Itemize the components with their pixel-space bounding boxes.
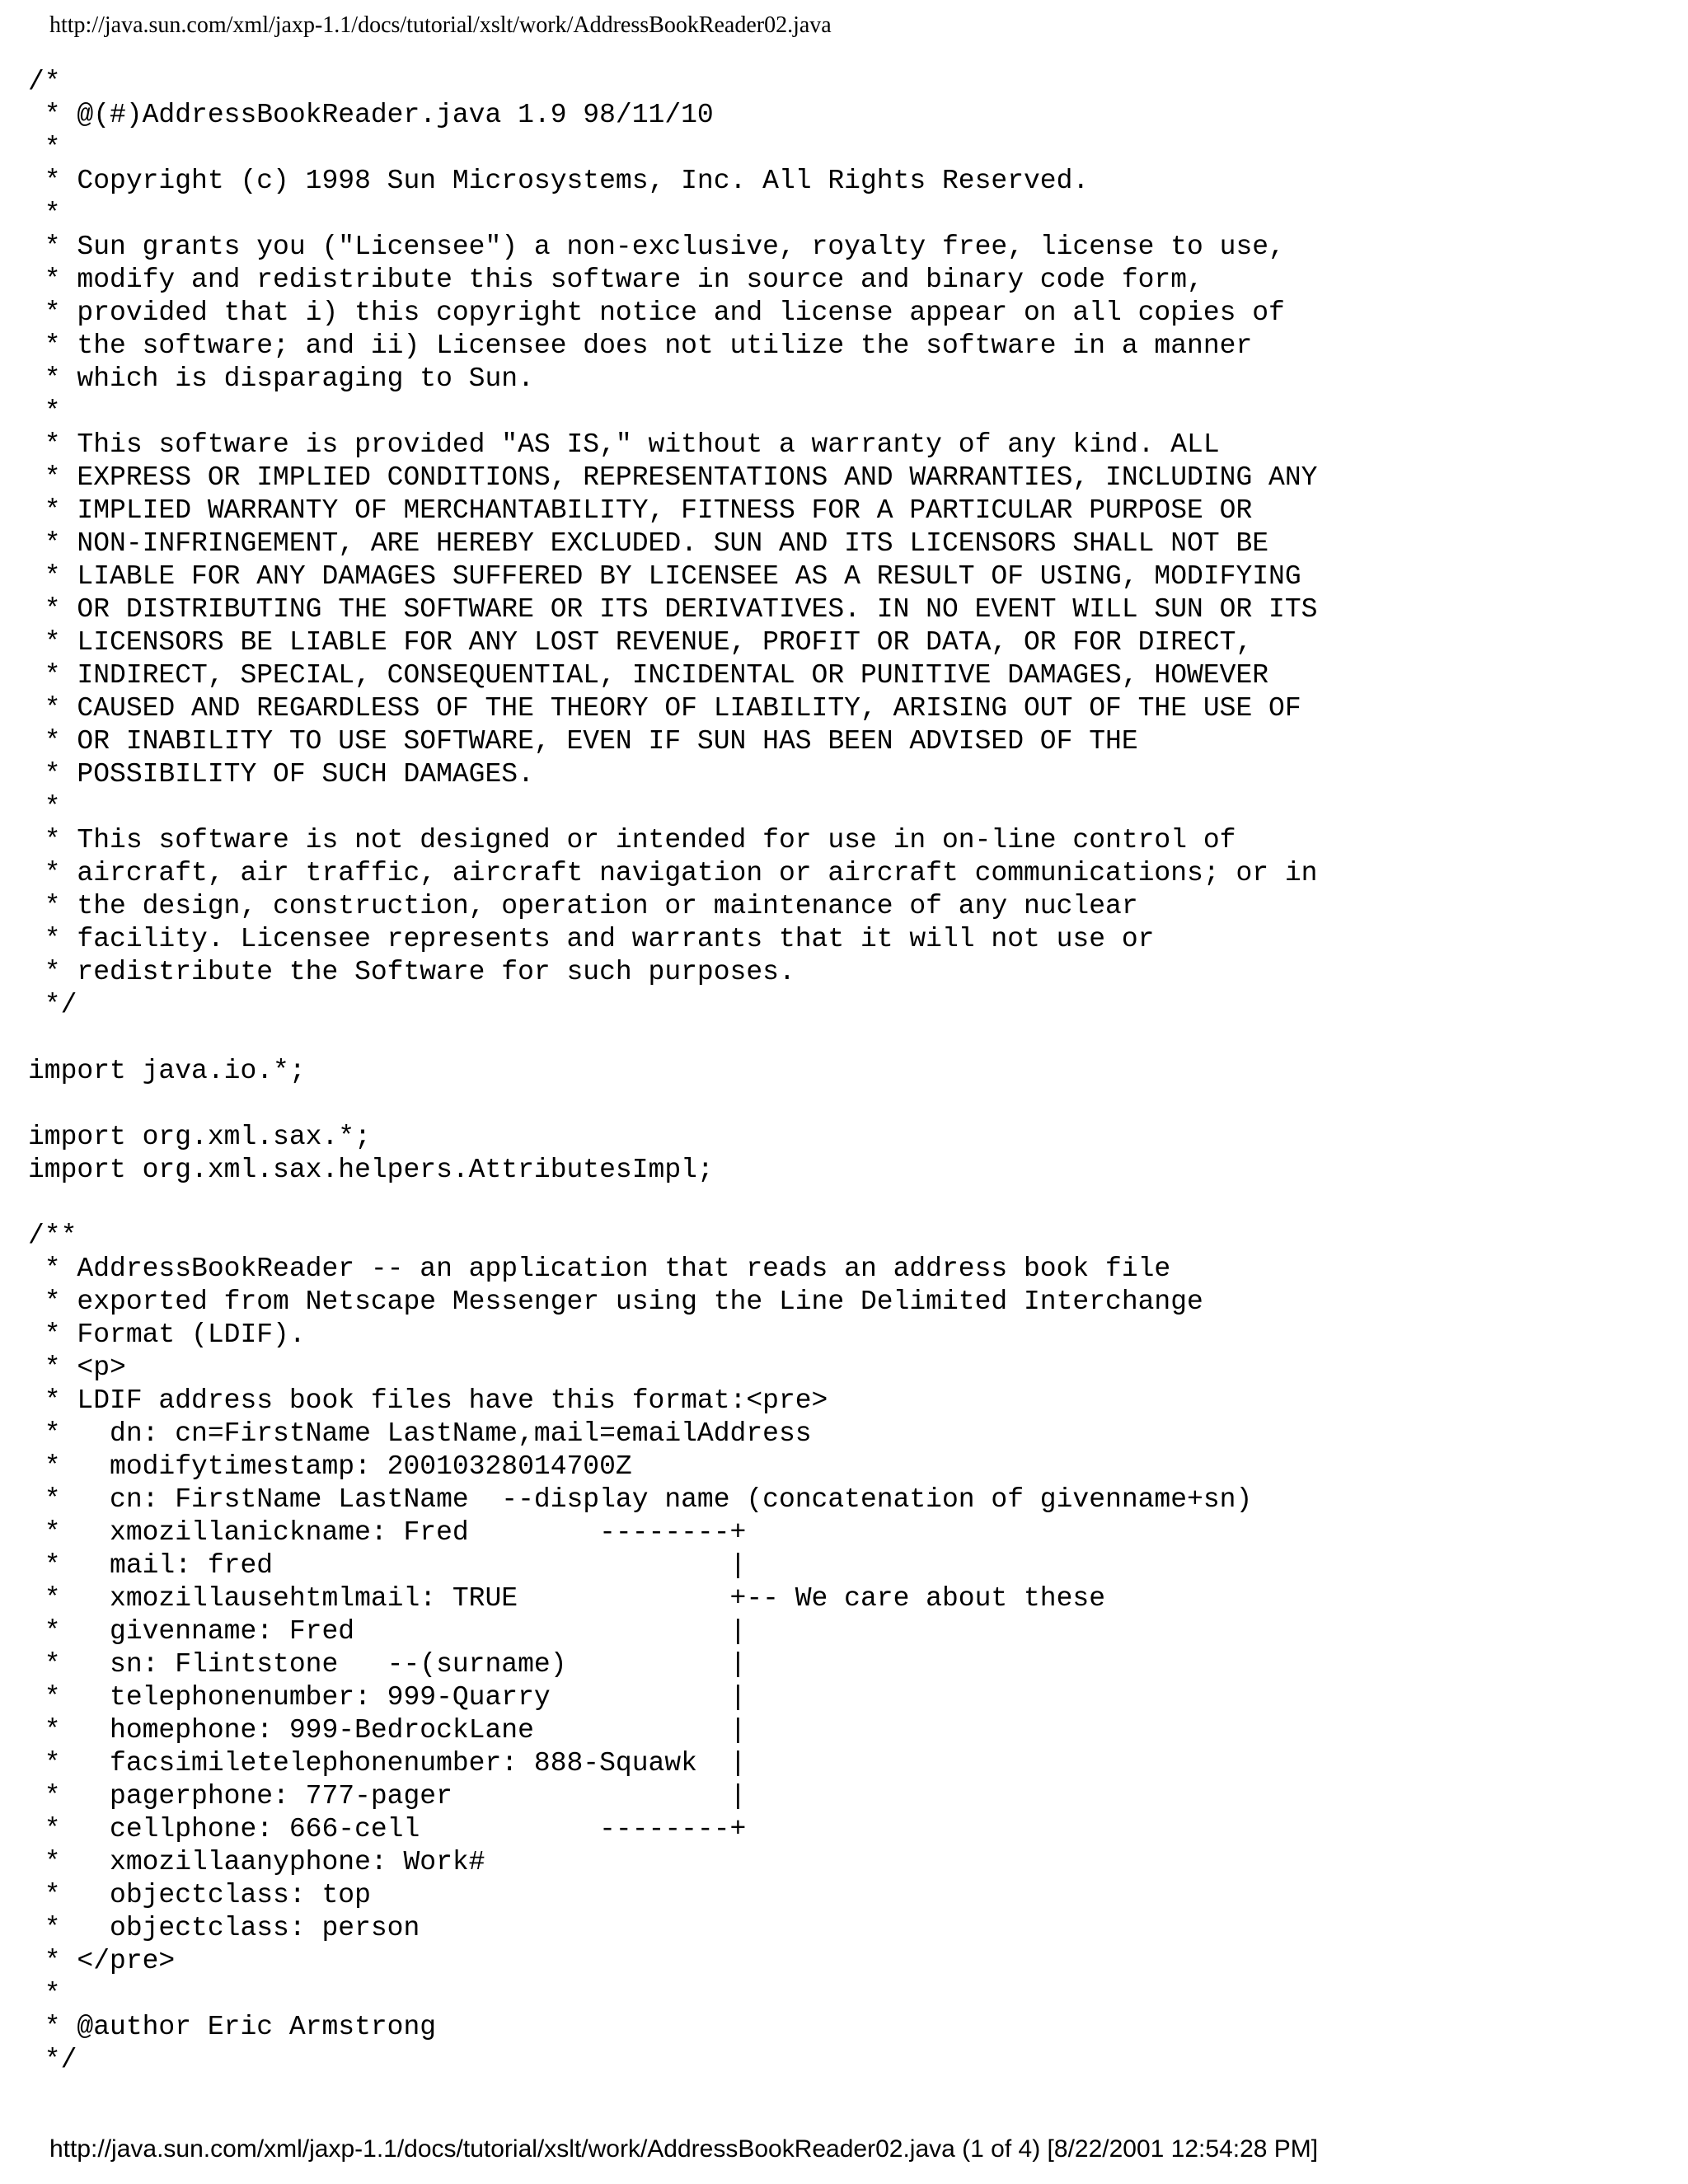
- code-line: [28, 1022, 1317, 1055]
- code-line: *: [28, 1979, 61, 2009]
- code-line: * OR DISTRIBUTING THE SOFTWARE OR ITS DERIVATIVES. IN NO EVENT WILL SUN OR ITS: [28, 594, 1318, 625]
- code-line: * LDIF address book files have this format:<pre>: [28, 1385, 828, 1416]
- code-line: * This software is provided "AS IS," without a warranty of any kind. ALL: [28, 429, 1220, 460]
- code-line: [28, 1088, 1317, 1121]
- source-code-block: [28, 66, 1317, 2077]
- code-line: * POSSIBILITY OF SUCH DAMAGES.: [28, 759, 534, 790]
- code-line: * objectclass: person: [28, 1913, 420, 1943]
- code-line: [28, 1187, 1317, 1220]
- code-line: * facsimiletelephonenumber: 888-Squawk |: [28, 1748, 747, 1779]
- code-line: *: [28, 133, 61, 163]
- code-line: * redistribute the Software for such purposes.: [28, 957, 795, 987]
- code-line: *: [28, 396, 61, 427]
- code-line: * facility. Licensee represents and warrants that it will not use or: [28, 924, 1155, 954]
- code-line: import java.io.*;: [28, 1056, 306, 1086]
- code-line: * OR INABILITY TO USE SOFTWARE, EVEN IF SUN HAS BEEN ADVISED OF THE: [28, 726, 1138, 757]
- code-line: * cn: FirstName LastName --display name (concatenation of givenname+sn): [28, 1484, 1253, 1515]
- code-line: */: [28, 990, 77, 1020]
- code-line: * mail: fred |: [28, 1550, 747, 1581]
- code-line: * This software is not designed or intended for use in on-line control of: [28, 825, 1236, 855]
- code-line: *: [28, 792, 61, 823]
- code-line: * provided that i) this copyright notice and license appear on all copies of: [28, 298, 1285, 328]
- code-line: * homephone: 999-BedrockLane |: [28, 1715, 747, 1746]
- code-line: */: [28, 2045, 77, 2075]
- code-line: /**: [28, 1221, 77, 1251]
- code-line: * INDIRECT, SPECIAL, CONSEQUENTIAL, INCIDENTAL OR PUNITIVE DAMAGES, HOWEVER: [28, 660, 1269, 691]
- page-footer-url: http://java.sun.com/xml/jaxp-1.1/docs/tutorial/xslt/work/AddressBookReader02.java (1 of 4) [8/22/2001 12:54:28 PM]: [49, 2135, 1319, 2163]
- code-line: * LICENSORS BE LIABLE FOR ANY LOST REVENUE, PROFIT OR DATA, OR FOR DIRECT,: [28, 627, 1253, 658]
- code-line: * EXPRESS OR IMPLIED CONDITIONS, REPRESENTATIONS AND WARRANTIES, INCLUDING ANY: [28, 462, 1318, 493]
- code-line: * the design, construction, operation or maintenance of any nuclear: [28, 891, 1138, 921]
- code-line: * sn: Flintstone --(surname) |: [28, 1649, 747, 1680]
- page-header-url: http://java.sun.com/xml/jaxp-1.1/docs/tutorial/xslt/work/AddressBookReader02.java: [49, 12, 832, 38]
- code-line: * xmozillanickname: Fred --------+: [28, 1517, 747, 1548]
- code-line: *: [28, 199, 61, 229]
- code-line: import org.xml.sax.helpers.AttributesImpl;: [28, 1155, 714, 1185]
- code-line: * pagerphone: 777-pager |: [28, 1781, 747, 1811]
- code-line: * Copyright (c) 1998 Sun Microsystems, Inc. All Rights Reserved.: [28, 166, 1090, 196]
- code-line: * @author Eric Armstrong: [28, 2012, 437, 2042]
- code-line: * telephonenumber: 999-Quarry |: [28, 1682, 747, 1713]
- code-line: * dn: cn=FirstName LastName,mail=emailAddress: [28, 1418, 812, 1449]
- code-line: * <p>: [28, 1352, 126, 1383]
- code-line: * NON-INFRINGEMENT, ARE HEREBY EXCLUDED. SUN AND ITS LICENSORS SHALL NOT BE: [28, 528, 1269, 559]
- code-line: * which is disparaging to Sun.: [28, 363, 534, 394]
- code-line: import org.xml.sax.*;: [28, 1122, 371, 1152]
- code-line: * LIABLE FOR ANY DAMAGES SUFFERED BY LICENSEE AS A RESULT OF USING, MODIFYING: [28, 561, 1301, 592]
- code-line: * the software; and ii) Licensee does not utilize the software in a manner: [28, 330, 1253, 361]
- code-line: * objectclass: top: [28, 1880, 371, 1910]
- code-line: * aircraft, air traffic, aircraft navigation or aircraft communications; or in: [28, 858, 1318, 888]
- code-line: /*: [28, 67, 61, 97]
- code-line: * Sun grants you ("Licensee") a non-exclusive, royalty free, license to use,: [28, 232, 1285, 262]
- code-line: * IMPLIED WARRANTY OF MERCHANTABILITY, FITNESS FOR A PARTICULAR PURPOSE OR: [28, 495, 1253, 526]
- code-line: * </pre>: [28, 1946, 176, 1976]
- code-line: * cellphone: 666-cell --------+: [28, 1814, 747, 1844]
- code-line: * CAUSED AND REGARDLESS OF THE THEORY OF LIABILITY, ARISING OUT OF THE USE OF: [28, 693, 1301, 724]
- code-line: * givenname: Fred |: [28, 1616, 747, 1647]
- code-line: * xmozillaanyphone: Work#: [28, 1847, 485, 1877]
- code-line: * @(#)AddressBookReader.java 1.9 98/11/10: [28, 100, 714, 130]
- code-line: * Format (LDIF).: [28, 1319, 306, 1350]
- code-line: * modify and redistribute this software in source and binary code form,: [28, 265, 1203, 295]
- code-line: * xmozillausehtmlmail: TRUE +-- We care about these: [28, 1583, 1106, 1614]
- code-line: * AddressBookReader -- an application that reads an address book file: [28, 1254, 1171, 1284]
- code-line: * modifytimestamp: 20010328014700Z: [28, 1451, 632, 1482]
- code-line: * exported from Netscape Messenger using the Line Delimited Interchange: [28, 1286, 1203, 1317]
